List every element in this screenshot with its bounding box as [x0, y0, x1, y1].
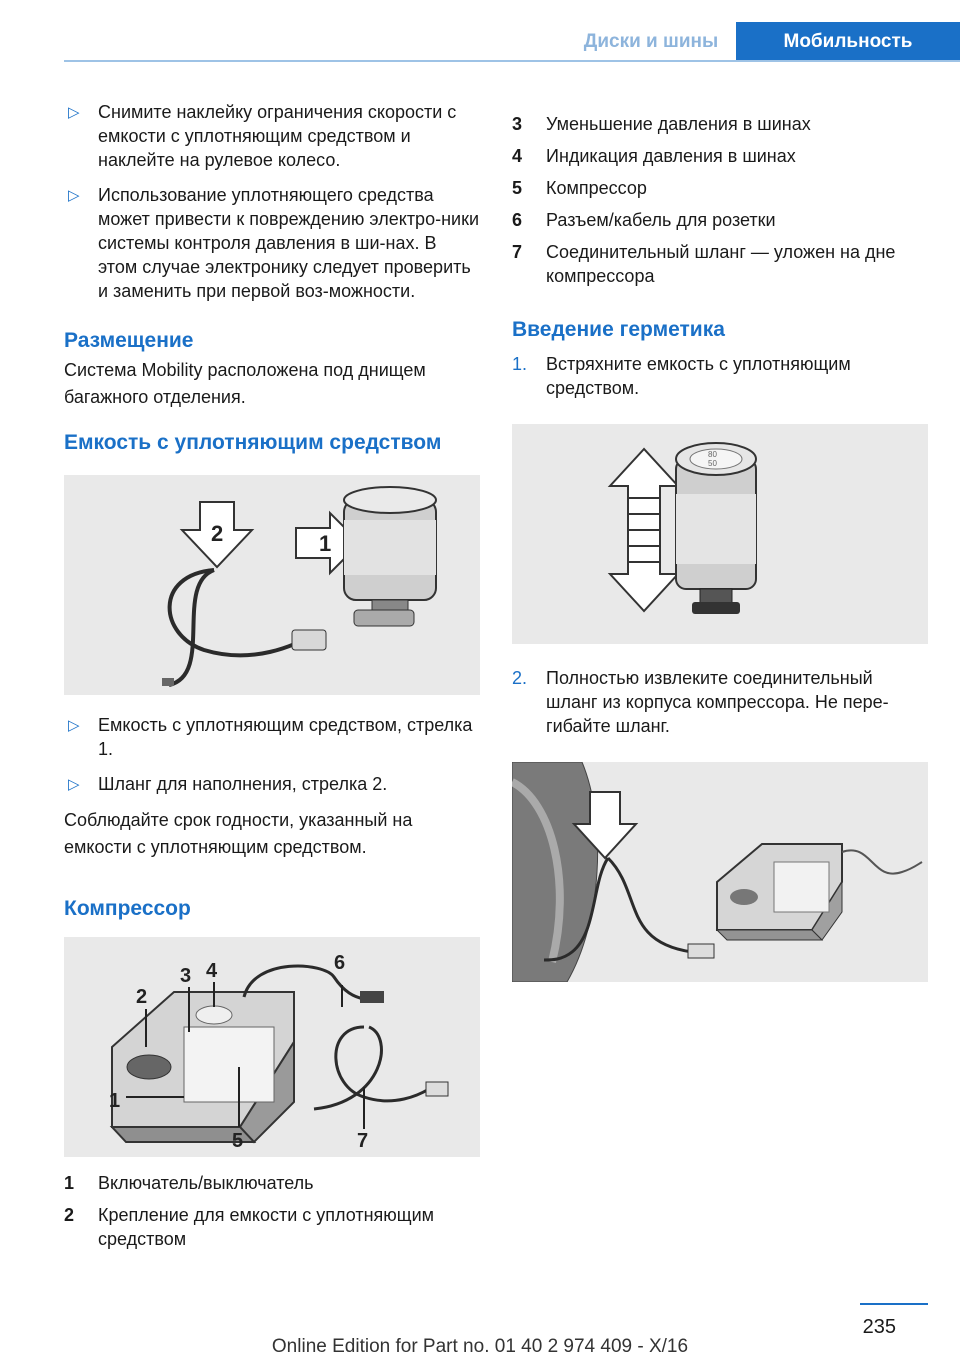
- legend-number: 7: [512, 242, 523, 262]
- fig2-label-7: 7: [357, 1130, 369, 1152]
- bullet-text: Емкость с уплотняющим средством, стрелка 1.: [98, 715, 473, 759]
- fig2-label-4: 4: [206, 960, 218, 982]
- compressor-legend-continued: [512, 112, 928, 288]
- bullet-text: Шланг для наполнения, стрелка 2.: [98, 774, 388, 794]
- placement-heading: Размещение: [64, 329, 194, 352]
- step-item: [512, 352, 928, 400]
- compressor-legend: [64, 1171, 480, 1251]
- legend-number: 1: [64, 1173, 75, 1193]
- container-bullets: [64, 713, 480, 796]
- fig1-label-1: 1: [319, 531, 332, 556]
- step-text: Полностью извлеките соединительный шланг из корпуса компрессора. Не пере-гибайте шланг.: [546, 668, 889, 736]
- fig2-label-6: 6: [334, 952, 346, 974]
- bullet-item: [64, 183, 480, 303]
- fig2-label-3: 3: [180, 965, 192, 987]
- legend-item: [512, 208, 928, 232]
- legend-number: 6: [512, 210, 523, 230]
- bullet-text: Использование уплотняющего средства может привести к повреждению электро-ники системы контроля давления в ши-нах. В этом случае электронику следует проверить и заменить при первой воз-можности.: [98, 185, 479, 301]
- step-text: Встряхните емкость с уплотняющим средством.: [546, 354, 851, 398]
- legend-item: [512, 240, 928, 288]
- legend-item: [512, 112, 928, 136]
- bullet-item: [64, 100, 480, 172]
- legend-item: [512, 144, 928, 168]
- legend-text: Компрессор: [546, 178, 647, 198]
- legend-number: 5: [512, 178, 523, 198]
- legend-text: Разъем/кабель для розетки: [546, 210, 776, 230]
- expiry-text: Соблюдайте срок годности, указанный на емкости с уплотняющим средством.: [64, 810, 413, 857]
- footer-rule: [860, 1303, 928, 1305]
- compressor-figure: [64, 937, 480, 1157]
- legend-text: Крепление для емкости с уплотняющим средством: [98, 1205, 435, 1249]
- legend-text: Соединительный шланг — уложен на дне компрессора: [546, 242, 896, 286]
- header-rule: [64, 60, 960, 62]
- legend-item: [512, 176, 928, 200]
- legend-number: 3: [512, 114, 523, 134]
- legend-number: 2: [64, 1205, 75, 1225]
- triangle-right-icon: ▷: [68, 717, 80, 734]
- hose-extraction-figure: [512, 762, 928, 982]
- edition-text: Online Edition for Part no. 01 40 2 974 409 - X/16: [271, 1336, 689, 1357]
- step-item: [512, 666, 928, 738]
- left-column: [64, 100, 480, 1259]
- triangle-right-icon: ▷: [68, 776, 80, 793]
- fig1-label-2: 2: [211, 521, 224, 546]
- fig2-label-1: 1: [109, 1090, 121, 1112]
- legend-item: [64, 1171, 480, 1195]
- shake-container-figure: [512, 424, 928, 644]
- legend-text: Включатель/выключатель: [98, 1173, 314, 1193]
- fig2-label-2: 2: [136, 986, 148, 1008]
- header-section-tab[interactable]: Диски и шины: [583, 31, 719, 52]
- sealant-container-figure: [64, 475, 480, 695]
- bullet-item: [64, 713, 480, 761]
- fig2-label-5: 5: [232, 1130, 244, 1152]
- step-number: 2.: [512, 668, 528, 688]
- triangle-right-icon: ▷: [68, 104, 80, 121]
- triangle-right-icon: ▷: [68, 187, 80, 204]
- step-number: 1.: [512, 354, 528, 374]
- placement-text: Система Mobility расположена под днищем багажного отделения.: [64, 360, 426, 407]
- legend-text: Уменьшение давления в шинах: [546, 114, 811, 134]
- legend-item: [64, 1203, 480, 1251]
- sealant-heading: Введение герметика: [512, 318, 725, 341]
- compressor-heading: Компрессор: [64, 897, 191, 920]
- bullet-text: Снимите наклейку ограничения скорости с емкости с уплотняющим средством и наклейте на рулевое колесо.: [98, 102, 457, 170]
- page-number: 235: [862, 1316, 896, 1338]
- header-chapter-tab[interactable]: Мобильность: [736, 22, 960, 62]
- bullet-item: [64, 772, 480, 796]
- container-heading: Емкость с уплотняющим средством: [64, 431, 442, 454]
- legend-number: 4: [512, 146, 523, 166]
- can-gauge-label: 50: [708, 459, 717, 468]
- legend-text: Индикация давления в шинах: [546, 146, 796, 166]
- can-gauge-label: 80: [708, 450, 717, 459]
- right-column: [512, 112, 928, 982]
